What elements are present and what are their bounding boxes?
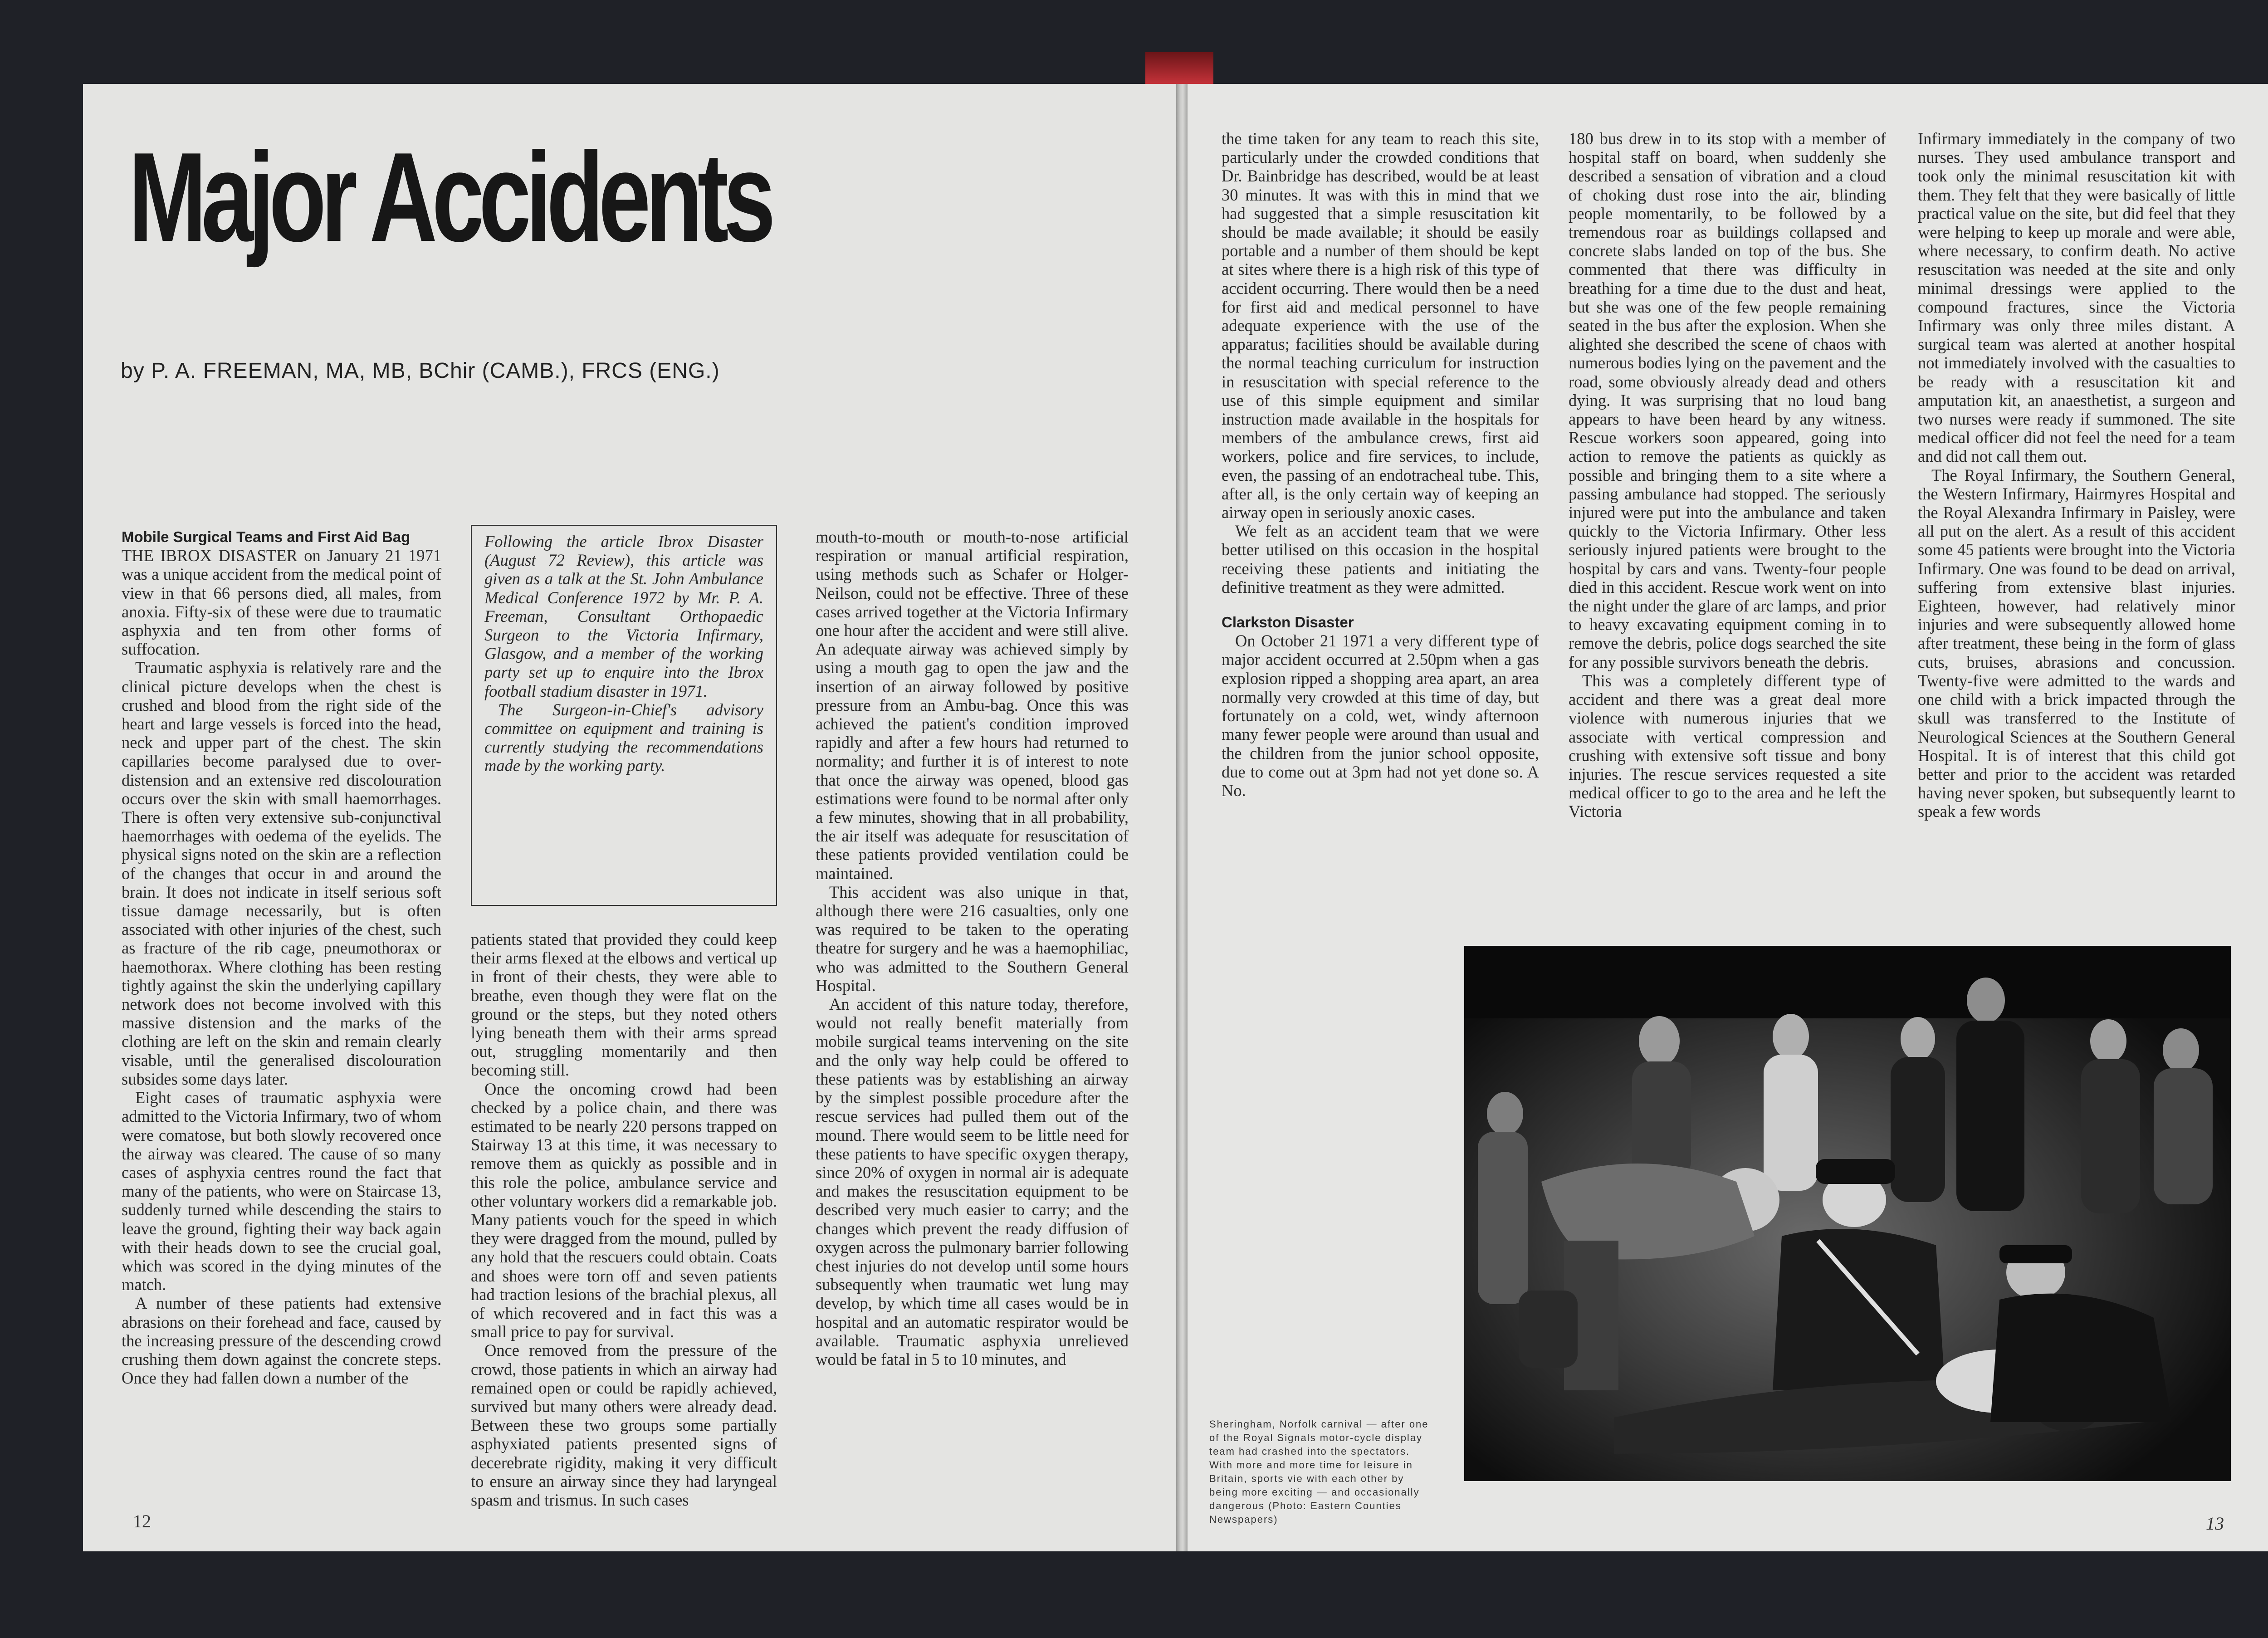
editorial-note-box [471, 525, 777, 906]
paragraph: 180 bus drew in to its stop with a member of hospital staff on board, when suddenly she described a sensation of vibration and a cloud of choking dust rose into the air, blinding people momentarily, to be followed by a tremendous roar as buildings collapsed and concrete slabs landed on top of the bus. She commented that there was difficulty in breathing for a time due to the dust and heat, but she was one of the few people remaining seated in the bus after the explosion. When she alighted she described the scene of chaos with numerous bodies lying on the pavement and the road, some obviously already dead and others dying. It was surprising that no loud bang appears to have been heard by any witness. Rescue workers soon appeared, going into action to remove the patients as quickly as possible and bringing them to a site where a passing ambulance had stopped. The seriously injured were put into the ambulance and taken quickly to the Victoria Infirmary. Other less seriously injured patients were brought to the hospital by cars and vans. Twenty-four people died in this accident. Rescue work went on into the night under the glare of arc lamps, and prior to heavy excavating equipment coming in to remove the debris, police dogs searched the site for any possible survivors beneath the debris. [1569, 129, 1886, 671]
note-paragraph: The Surgeon-in-Chief's advisory committee on equipment and training is currently studying the recommendations made by the working party. [484, 700, 763, 775]
paragraph: THE IBROX DISASTER on January 21 1971 was a unique accident from the medical point of view in that 66 persons died, all males, from anoxia. Fifty-six of these were due to traumatic asphyxia and ten from other forms of suffocation. [122, 546, 441, 659]
paragraph: Infirmary immediately in the company of two nurses. They used ambulance transport and took only the minimal resuscitation kit with them. They felt that they were basically of little practical value on the site, but did feel that they were helping to keep up morale and were able, where necessary, to confirm death. No active resuscitation was needed at the site and only minimal dressings were applied to the compound fractures, since the Victoria Infirmary was only three miles distant. A surgical team was alerted at another hospital not immediately involved with the casualties to be ready with a resuscitation kit and amputation kit, an anaesthetist, a surgeon and two nurses were ready if summoned. The site medical officer did not feel the need for a team and did not call them out. [1918, 129, 2235, 466]
right-column-2 [1569, 129, 1886, 821]
paragraph: The Royal Infirmary, the Southern General, the Western Infirmary, Hairmyres Hospital and the Royal Alexandra Infirmary in Paisley, were all put on the alert. As a result of this accident some 45 patients were brought into the Victoria Infirmary. One was found to be dead on arrival, suffering from extensive blast injuries. Eighteen, however, had relatively minor injuries and were subsequently allowed home after treatment, these being in the form of glass cuts, bruises, abrasions and concussion. Twenty-five were admitted to the wards and one child with a brick impacted through the skull was transferred to the Institute of Neurological Sciences at the Southern General Hospital. It is of interest that this child got better and prior to the accident was retarded having never spoken, but subsequently learnt to speak a few words [1918, 465, 2235, 821]
binding-bookmark [1145, 52, 1213, 85]
paragraph: Traumatic asphyxia is relatively rare and the clinical picture develops when the chest is crushed and blood from the right side of the heart and large vessels is forced into the head, neck and upper part of the chest. The skin capillaries become paralysed due to over-distension and an extensive red discolouration occurs over the skin with small haemorrhages. There is often very extensive sub-conjunctival haemorrhages with oedema of the eyelids. The physical signs noted on the skin are a reflection of the changes that occur in and around the brain. It does not indicate in itself serious soft tissue damage necessarily, but is often associated with other injuries of the chest, such as fracture of the rib cage, pneumothorax or haemothorax. Where clothing has been resting tightly against the skin the underlying capillary network does not become involved with this massive distension and the marks of the clothing are left on the skin and remain clearly visable, until the generalised discolouration subsides some days later. [122, 658, 441, 1088]
photo-caption: Sheringham, Norfolk carnival — after one of the Royal Signals motor-cycle display team had crashed into the spectators. With more and more time for leisure in Britain, sports vie with each other by being more exciting — and occasionally dangerous (Photo: Eastern Counties Newspapers) [1209, 1418, 1429, 1525]
right-column-1 [1222, 129, 1539, 800]
paragraph: This accident was also unique in that, although there were 216 casualties, only one was required to be taken to the operating theatre for surgery and he was a haemophiliac, who was admitted to the Southern General Hospital. [816, 882, 1129, 995]
note-paragraph: Following the article Ibrox Disaster (August 72 Review), this article was given as a talk at the St. John Ambulance Medical Conference 1972 by Mr. P. A. Freeman, Consultant Orthopaedic Surgeon to the Victoria Infirmary, Glasgow, and a member of the working party set up to enquire into the Ibrox football stadium disaster in 1971. [484, 532, 763, 700]
section-heading: Clarkston Disaster [1222, 614, 1354, 631]
paragraph: An accident of this nature today, therefore, would not really benefit materially from mobile surgical teams intervening on the site and the only way help could be offered to these patients was by establishing an airway by the simplest possible procedure after the rescue services had pulled them out of the mound. There would seem to be little need for these patients to have specific oxygen therapy, since 20% of oxygen in normal air is adequate and makes the resuscitation equipment to be described very much easier to carry; and the changes which prevent the ready diffusion of oxygen across the pulmonary barrier following chest injuries do not develop until some hours subsequently when traumatic wet lung may develop, by which time all cases would be in hospital and an automatic respirator would be available. Traumatic asphyxia unrelieved would be fatal in 5 to 10 minutes, and [816, 995, 1129, 1369]
paragraph: We felt as an accident team that we were better utilised on this occasion in the hospital receiving these patients and initiating the definitive treatment as they were admitted. [1222, 522, 1539, 597]
right-column-3 [1918, 129, 2235, 821]
paragraph: Once removed from the pressure of the crowd, those patients in which an airway had remained open or could be rapidly achieved, survived but many others were already dead. Between these two groups some partially asphyxiated patients presented signs of decerebrate rigidity, making it very difficult to ensure an airway since they had laryngeal spasm and trismus. In such cases [471, 1341, 777, 1510]
paragraph: A number of these patients had extensive abrasions on their forehead and face, caused by the increasing pressure of the descending crowd crushing them down against the concrete steps. Once they had fallen down a number of the [122, 1294, 441, 1388]
paragraph: mouth-to-mouth or mouth-to-nose artificial respiration or manual artificial respiration, using methods such as Schafer or Holger-Neilson, could not be effective. Three of these cases arrived together at the Victoria Infirmary one hour after the accident and were still alive. An adequate airway was achieved simply by using a mouth gag to open the jaw and the insertion of an airway followed by positive pressure from an Ambu-bag. Once this was achieved the patient's condition improved rapidly and after a few hours had returned to normality; and further it is of interest to note that once the airway was opened, blood gas estimations were found to be normal after only a few minutes, showing that in all probability, the air itself was adequate for resuscitation of these patients provided ventilation could be maintained. [816, 528, 1129, 883]
paragraph: Once the oncoming crowd had been checked by a police chain, and there was estimated to be nearly 220 persons trapped on Stairway 13 at this time, it was necessary to remove them as quickly as possible and in this role the police, ambulance service and other voluntary workers did a remarkable job. Many patients vouch for the speed in which they were dragged from the mound, pulled by any hold that the rescuers could obtain. Coats and shoes were torn off and seven patients had traction lesions of the brachial plexus, all of which recovered and in fact this was a small price to pay for survival. [471, 1079, 777, 1341]
paragraph: patients stated that provided they could keep their arms flexed at the elbows and vertical up in front of their chests, they were able to breathe, even though they were flat on the ground or the steps, but they noted others lying beneath them with their arms spread out, struggling momentarily and then becoming still. [471, 930, 777, 1080]
article-title: Major Accidents [128, 127, 771, 268]
left-page [83, 84, 1176, 1551]
right-page [1188, 84, 2268, 1551]
left-column-2 [471, 930, 777, 1509]
paragraph: the time taken for any team to reach this site, particularly under the crowded conditions that Dr. Bainbridge has described, would be at least 30 minutes. It was with this in mind that we had suggested that a simple resuscitation kit should be made available; it should be easily portable and a number of them should be kept at sites where there is a high risk of this type of accident occurring. There would then be a need for first aid and medical personnel to have adequate experience with the use of the apparatus; facilities should be available during the normal teaching curriculum for instruction in resuscitation with special reference to the use of this simple equipment and similar instruction made available in the hospitals for members of the ambulance crews, first aid workers, police and fire services, to include, even, the passing of an endotracheal tube. This, after all, is the only certain way of keeping an airway open in seriously anoxic cases. [1222, 129, 1539, 522]
left-column-1 [122, 528, 441, 1387]
paragraph: On October 21 1971 a very different type of major accident occurred at 2.50pm when a gas explosion ripped a shopping area apart, an area normally very crowded at this time of day, but fortunately on a cold, wet, windy afternoon many fewer people were around than usual and the children from the junior school opposite, due to come out at 3pm had not yet done so. A No. [1222, 631, 1539, 800]
paragraph: Eight cases of traumatic asphyxia were admitted to the Victoria Infirmary, two of whom were comatose, but both slowly recovered once the airway was cleared. The cause of so many cases of asphyxia centres round the fact that many of the patients, who were on Staircase 13, suddenly turned while descending the stairs to leave the ground, fighting their way back again with their heads down to see the crucial goal, which was scored in the dying minutes of the match. [122, 1088, 441, 1294]
page-gutter [1176, 84, 1188, 1551]
paragraph: This was a completely different type of accident and there was a great deal more violence with numerous injuries that we associate with vertical compression and crushing with extensive soft tissue and bony injuries. The rescue services requested a site medical officer to go to the area and he left the Victoria [1569, 671, 1886, 821]
accident-photo [1464, 946, 2231, 1481]
page-number: 13 [2206, 1513, 2224, 1534]
section-heading: Mobile Surgical Teams and First Aid Bag [122, 528, 411, 545]
page-number: 12 [133, 1511, 151, 1531]
left-column-3 [816, 528, 1129, 1369]
byline: by P. A. FREEMAN, MA, MB, BChir (CAMB.), FRCS (ENG.) [121, 359, 720, 383]
